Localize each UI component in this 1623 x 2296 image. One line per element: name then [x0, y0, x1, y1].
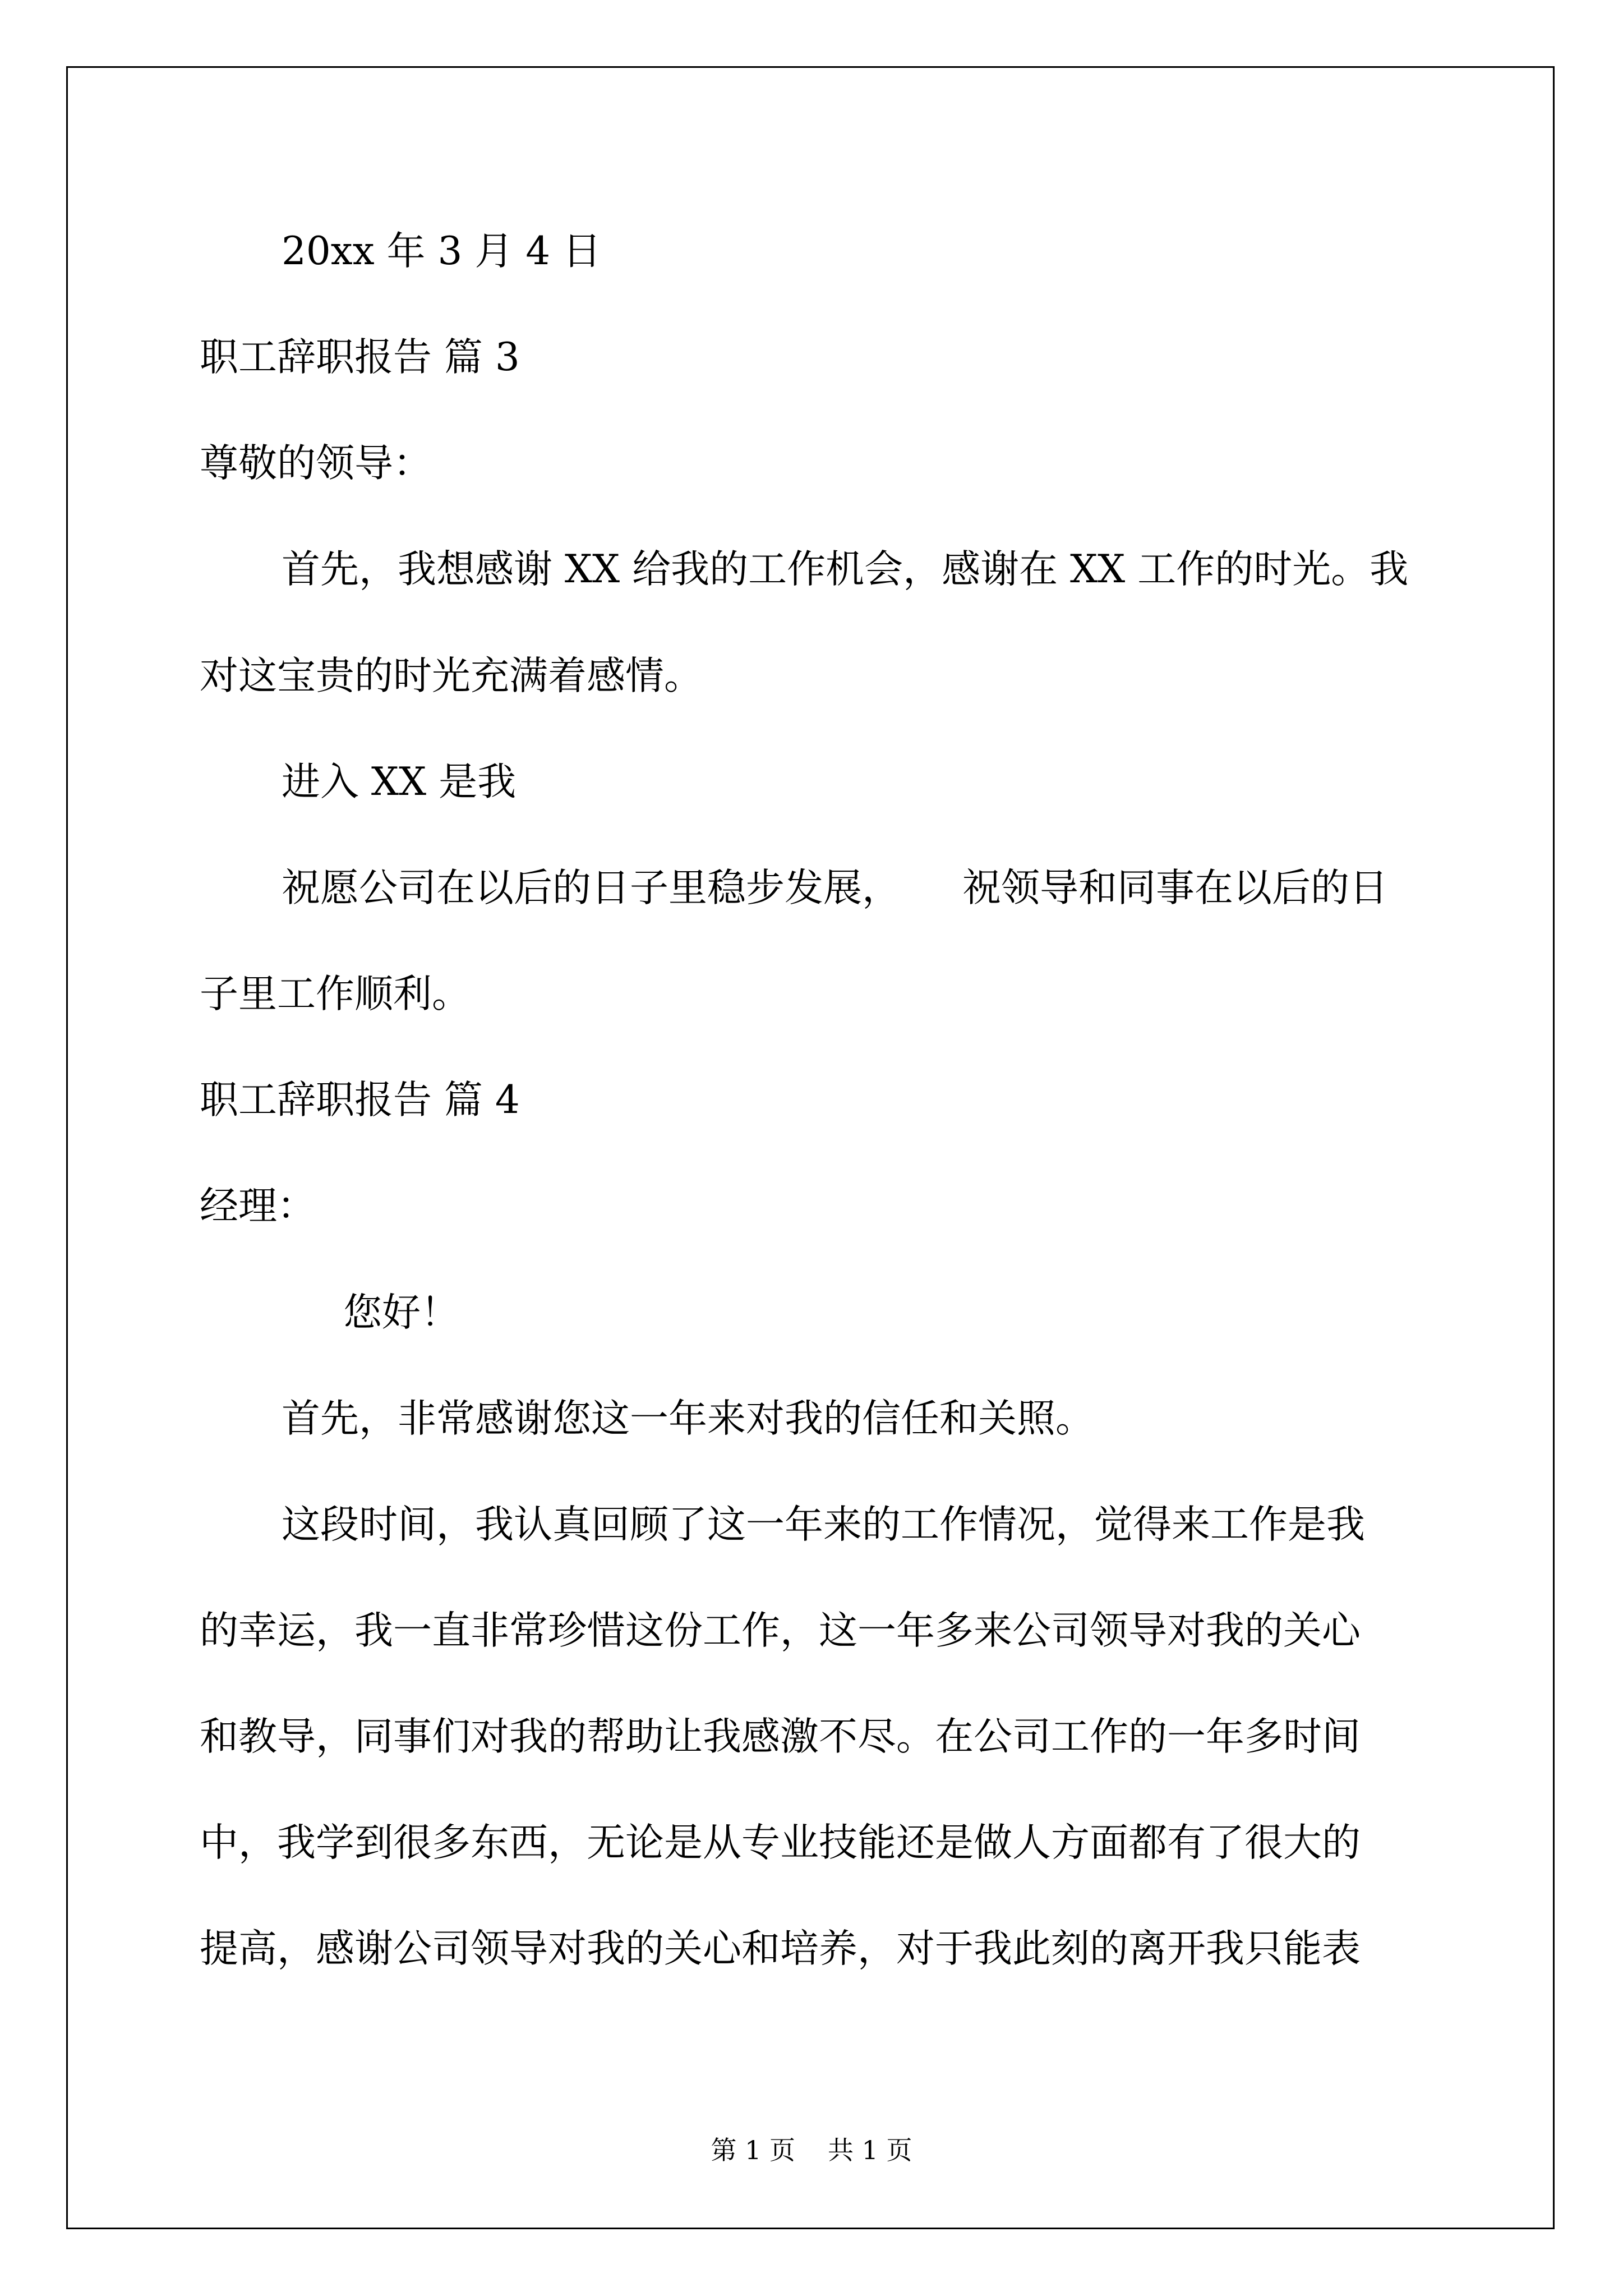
salutation-3: 尊敬的领导： [200, 441, 432, 486]
paragraph-line: 这段时间，我认真回顾了这一年来的工作情况，觉得来工作是我 [282, 1502, 1365, 1547]
paragraph-line: 首先，非常感谢您这一年来对我的信任和关照。 [282, 1396, 1094, 1441]
page-footer [0, 2134, 1623, 2166]
wish-part-2: 祝领导和同事在以后的日 [962, 866, 1388, 910]
section-heading-3: 职工辞职报告 篇 3 [200, 335, 520, 380]
paragraph-line: 提高，感谢公司领导对我的关心和培养，对于我此刻的离开我只能表 [200, 1926, 1361, 1971]
paragraph-line: 对这宝贵的时光充满着感情。 [200, 654, 703, 698]
paragraph-line [282, 866, 1388, 910]
page-border [66, 66, 1555, 2229]
greeting: 您好！ [343, 1290, 459, 1335]
paragraph-line: 进入 XX 是我 [282, 760, 517, 804]
section-heading-4: 职工辞职报告 篇 4 [200, 1078, 520, 1122]
paragraph-line: 的幸运，我一直非常珍惜这份工作，这一年多来公司领导对我的关心 [200, 1608, 1361, 1653]
paragraph-line: 中，我学到很多东西，无论是从专业技能还是做人方面都有了很大的 [200, 1820, 1361, 1865]
page-number: 第 1 页 [711, 2135, 795, 2165]
paragraph-line: 和教导，同事们对我的帮助让我感激不尽。在公司工作的一年多时间 [200, 1714, 1361, 1759]
paragraph-line: 子里工作顺利。 [200, 972, 471, 1016]
paragraph-line: 首先，我想感谢 XX 给我的工作机会，感谢在 XX 工作的时光。我 [282, 547, 1409, 592]
salutation-4: 经理： [200, 1184, 316, 1228]
page-total: 共 1 页 [828, 2135, 912, 2165]
wish-part-1: 祝愿公司在以后的日子里稳步发展， [282, 866, 901, 910]
date-line: 20xx 年 3 月 4 日 [282, 229, 602, 274]
